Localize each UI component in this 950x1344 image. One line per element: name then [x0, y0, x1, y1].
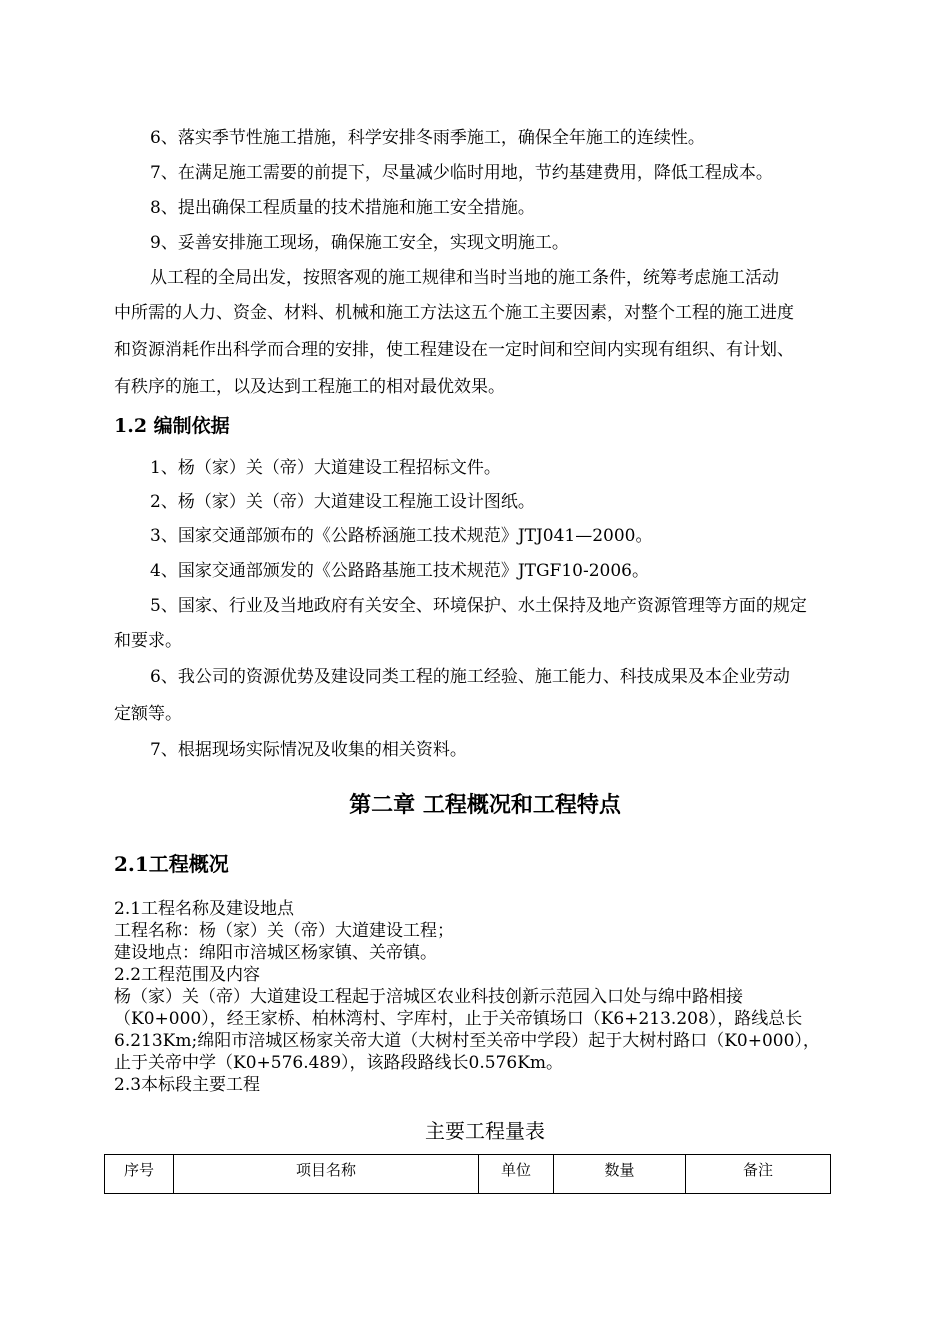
basis-item-5-cont: 和要求。 [114, 631, 182, 651]
overview-line: 止于关帝中学（K0+576.489），该路段路线长0.576Km。 [114, 1053, 564, 1073]
intro-item-6: 6、落实季节性施工措施，科学安排冬雨季施工，确保全年施工的连续性。 [150, 128, 705, 148]
section-1-2-heading: 1.2 编制依据 [114, 415, 230, 437]
chapter-title: 第二章 工程概况和工程特点 [349, 792, 621, 818]
overview-line: 2.2工程范围及内容 [114, 965, 261, 985]
intro-paragraph-line: 中所需的人力、资金、材料、机械和施工方法这五个施工主要因素，对整个工程的施工进度 [114, 303, 794, 323]
overview-line: 2.1工程名称及建设地点 [114, 899, 295, 919]
basis-item-6: 6、我公司的资源优势及建设同类工程的施工经验、施工能力、科技成果及本企业劳动 [150, 667, 790, 687]
intro-item-9: 9、妥善安排施工现场，确保施工安全，实现文明施工。 [150, 233, 569, 253]
quantities-table [104, 1154, 831, 1194]
overview-line: 6.213Km;绵阳市涪城区杨家关帝大道（大树村至关帝中学段）起于大树村路口（K0+000）， [114, 1031, 820, 1051]
table-header-row [105, 1155, 831, 1194]
basis-item-5: 5、国家、行业及当地政府有关安全、环境保护、水土保持及地产资源管理等方面的规定 [150, 596, 807, 616]
basis-item-4: 4、国家交通部颁发的《公路路基施工技术规范》JTGF10-2006。 [150, 561, 649, 581]
overview-line: 杨（家）关（帝）大道建设工程起于涪城区农业科技创新示范园入口处与绵中路相接 [114, 987, 743, 1007]
basis-item-7: 7、根据现场实际情况及收集的相关资料。 [150, 740, 467, 760]
intro-paragraph-line: 从工程的全局出发，按照客观的施工规律和当时当地的施工条件，统筹考虑施工活动 [150, 268, 779, 288]
col-header-remarks: 备注 [686, 1155, 831, 1194]
overview-line: （K0+000），经王家桥、柏林湾村、字库村，止于关帝镇场口（K6+213.208），路线总长 [114, 1009, 803, 1029]
overview-line: 建设地点：绵阳市涪城区杨家镇、关帝镇。 [114, 943, 437, 963]
overview-line: 工程名称：杨（家）关（帝）大道建设工程； [114, 921, 454, 941]
basis-item-6-cont: 定额等。 [114, 704, 182, 724]
section-2-1-heading: 2.1工程概况 [114, 852, 229, 876]
col-header-quantity: 数量 [554, 1155, 686, 1194]
col-header-item-name: 项目名称 [174, 1155, 479, 1194]
col-header-unit: 单位 [479, 1155, 554, 1194]
basis-item-1: 1、杨（家）关（帝）大道建设工程招标文件。 [150, 458, 501, 478]
intro-paragraph-line: 和资源消耗作出科学而合理的安排，使工程建设在一定时间和空间内实现有组织、有计划、 [114, 340, 794, 360]
project-overview-text [114, 898, 862, 1096]
basis-item-3: 3、国家交通部颁布的《公路桥涵施工技术规范》JTJ041—2000。 [150, 526, 653, 546]
intro-paragraph-line: 有秩序的施工，以及达到工程施工的相对最优效果。 [114, 377, 505, 397]
basis-item-2: 2、杨（家）关（帝）大道建设工程施工设计图纸。 [150, 492, 535, 512]
col-header-index: 序号 [105, 1155, 174, 1194]
intro-item-8: 8、提出确保工程质量的技术措施和施工安全措施。 [150, 198, 535, 218]
overview-line: 2.3本标段主要工程 [114, 1075, 261, 1095]
table-caption: 主要工程量表 [425, 1119, 545, 1143]
intro-item-7: 7、在满足施工需要的前提下，尽量减少临时用地，节约基建费用，降低工程成本。 [150, 163, 773, 183]
